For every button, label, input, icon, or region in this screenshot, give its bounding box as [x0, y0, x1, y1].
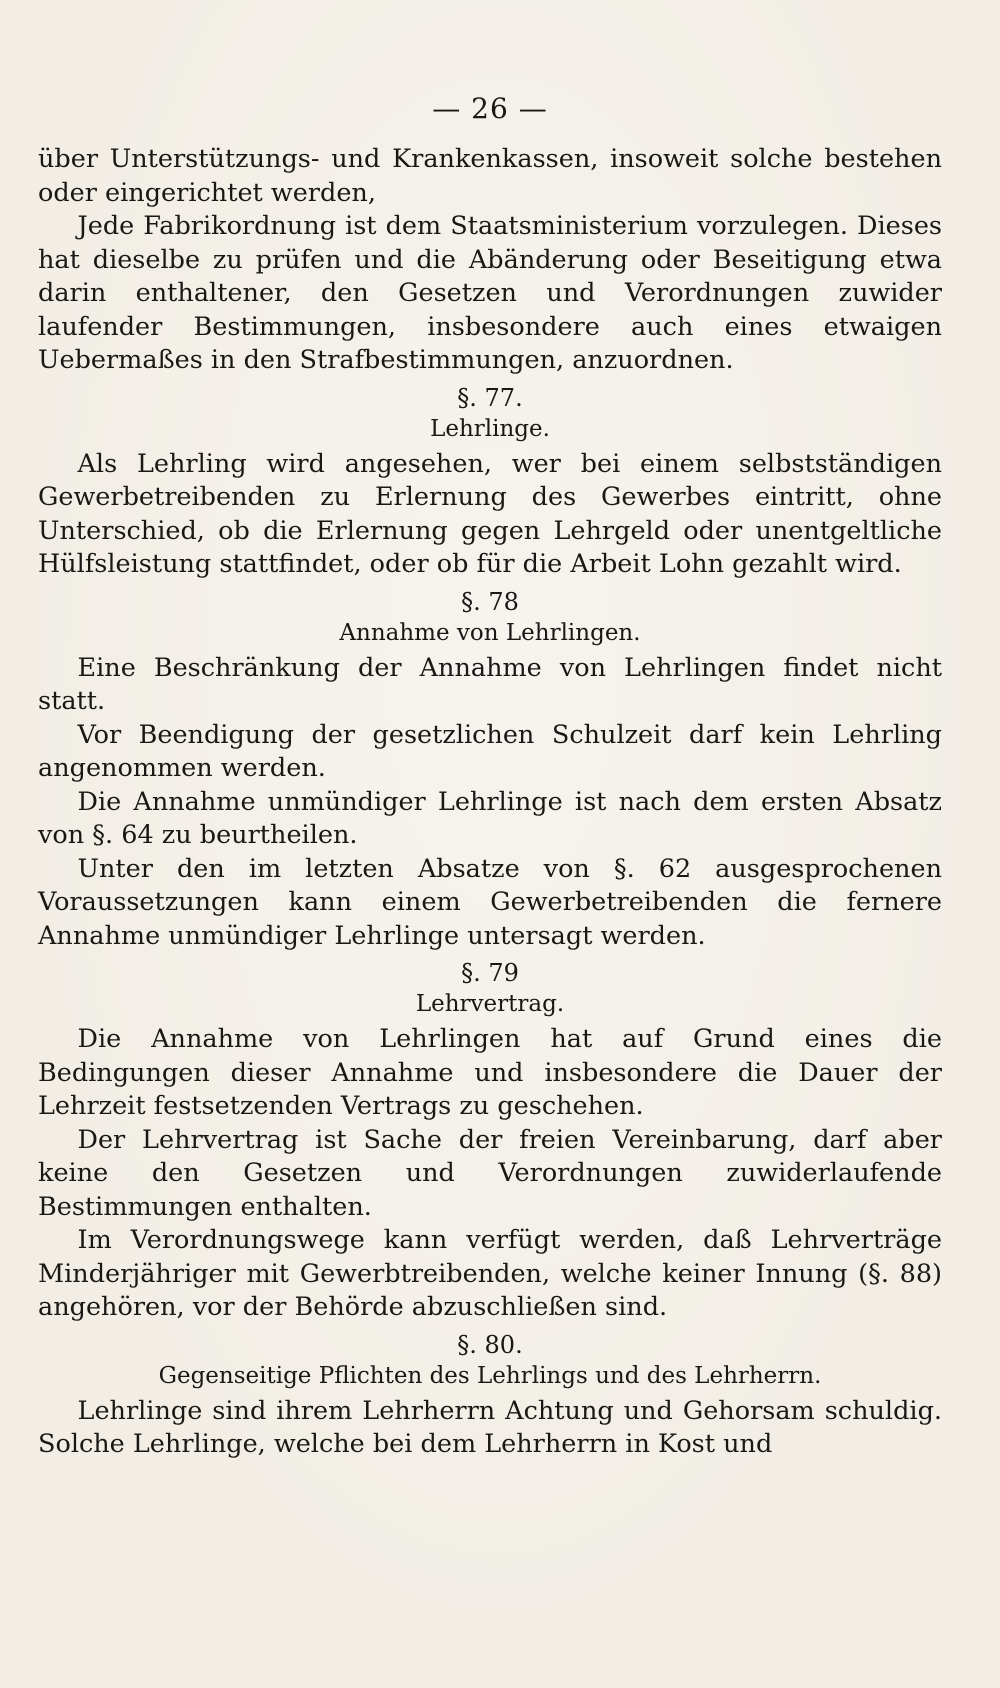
- paragraph: Jede Fabrikordnung ist dem Staatsministerium vorzulegen. Dieses hat dieselbe zu prüfen und die Abänderung oder Beseitigung etwa darin enthaltener, den Gesetzen und Verordnungen zuwider laufender Bestimmungen, insbesondere auch eines etwaigen Uebermaßes in den Strafbestimmungen, anzuordnen.: [38, 211, 942, 375]
- text-body: [38, 143, 942, 1462]
- paragraph: Als Lehrling wird angesehen, wer bei einem selbstständigen Gewerbetreibenden zu Erlernung des Gewerbes eintritt, ohne Unterschied, ob die Erlernung gegen Lehrgeld oder unentgeltliche Hülfsleistung stattfindet, oder ob für die Arbeit Lohn gezahlt wird.: [38, 448, 942, 579]
- section-number: §. 77.: [457, 383, 523, 412]
- paragraph: Unter den im letzten Absatze von §. 62 ausgesprochenen Voraussetzungen kann einem Gewerbetreibenden die fernere Annahme unmündiger Lehrlinge untersagt werden.: [38, 853, 942, 951]
- paragraph: Der Lehrvertrag ist Sache der freien Vereinbarung, darf aber keine den Gesetzen und Verordnungen zuwiderlaufende Bestimmungen enthalten.: [38, 1124, 942, 1222]
- section-number: §. 79: [461, 959, 519, 987]
- section-number: §. 80.: [457, 1330, 523, 1359]
- paragraph: Lehrlinge sind ihrem Lehrherrn Achtung und Gehorsam schuldig. Solche Lehrlinge, welche bei dem Lehrherrn in Kost und: [38, 1395, 942, 1459]
- section-heading: Gegenseitige Pflichten des Lehrlings und des Lehrherrn.: [158, 1362, 822, 1389]
- section-heading: Annahme von Lehrlingen.: [339, 619, 641, 646]
- paragraph: über Unterstützungs- und Krankenkassen, insoweit solche bestehen oder eingerichtet werden,: [38, 144, 942, 208]
- section-heading: Lehrlinge.: [430, 415, 550, 442]
- paragraph: Im Verordnungswege kann verfügt werden, daß Lehrverträge Minderjähriger mit Gewerbtreibenden, welche keiner Innung (§. 88) angehören, vor der Behörde abzuschließen sind.: [38, 1225, 942, 1322]
- paragraph: Die Annahme von Lehrlingen hat auf Grund eines die Bedingungen dieser Annahme und insbesondere die Dauer der Lehrzeit festsetzenden Vertrags zu geschehen.: [38, 1024, 942, 1121]
- section-number: §. 78: [461, 587, 519, 616]
- section-heading: Lehrvertrag.: [415, 991, 565, 1017]
- paragraph: Vor Beendigung der gesetzlichen Schulzeit darf kein Lehrling angenommen werden.: [38, 719, 942, 783]
- paragraph: Eine Beschränkung der Annahme von Lehrlingen findet nicht statt.: [38, 652, 942, 716]
- page-number: — 26 —: [432, 92, 548, 125]
- paragraph: Die Annahme unmündiger Lehrlinge ist nach dem ersten Absatz von §. 64 zu beurtheilen.: [38, 786, 942, 850]
